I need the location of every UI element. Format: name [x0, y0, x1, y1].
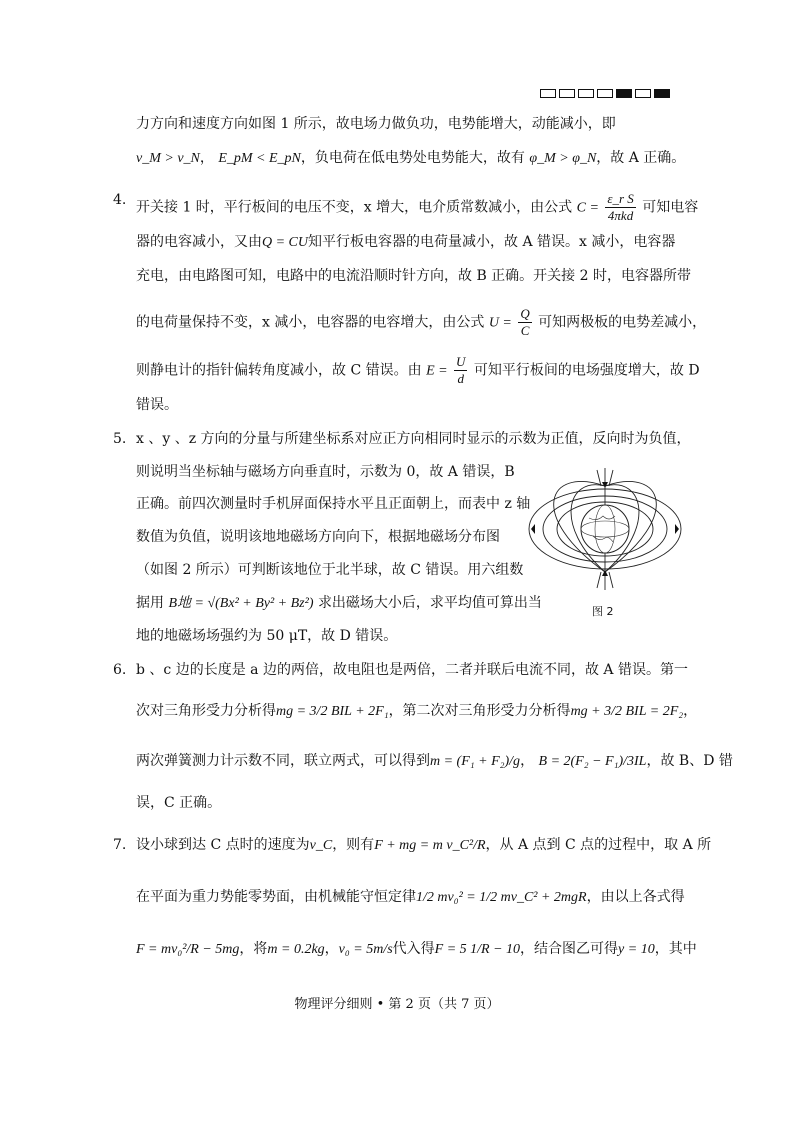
q5-line-2: 则说明当坐标轴与磁场方向垂直时，示数为 0，故 A 错误，B [136, 464, 515, 480]
formula-b-magnitude: B地 = √(Bx² + By² + Bz²) [168, 596, 314, 611]
q4-number: 4. [113, 192, 127, 208]
q5-line-3: 正确。前四次测量时手机屏面保持水平且正面朝上，而表中 z 轴 [136, 496, 531, 512]
mark-box-filled [654, 89, 670, 98]
intro-text: ，负电荷在低电势处电势能大，故有 [300, 150, 525, 166]
eq-energy: 1/2 mv₀² = 1/2 mv_C² + 2mgR [416, 890, 587, 905]
q5-line-7: 地的地磁场场强约为 50 μT，故 D 错误。 [136, 628, 398, 644]
q4-line-3: 充电，由电路图可知，电路中的电流沿顺时针方向，故 B 正确。开关接 2 时，电容器所带 [136, 268, 691, 284]
figure-caption: 图 2 [592, 605, 614, 618]
q6-number: 6. [113, 662, 127, 678]
mark-box [540, 89, 556, 98]
formula-q: Q = CU [262, 235, 309, 250]
ineq-phi: φ_M > φ_N [529, 151, 597, 166]
q4-line-1 [136, 191, 698, 224]
eq-b: B = 2(F₂ − F₁)/3IL [538, 754, 647, 769]
q6-line-1: b 、c 边的长度是 a 边的两倍，故电阻也是两倍，二者并联后电流不同，故 A 错误。第一 [136, 662, 688, 678]
fraction-ud: $\frac{U}{d}$ [456, 354, 466, 386]
q4-line-4: 的电荷量保持不变，x 减小，电容器的电容增大，由公式 U = $\frac{Q}{C}$ 可知两极板的电势差减小， [136, 306, 707, 338]
q4-line-5: 则静电计的指针偏转角度减小，故 C 错误。由 E = $\frac{U}{d}$ 可知平行板间的电场强度增大，故 D [136, 354, 700, 386]
ineq-e: E_pM < E_pN [218, 151, 301, 166]
q4-line-6: 错误。 [136, 397, 178, 413]
var-vc: v_C [309, 838, 333, 853]
q5-line-4: 数值为负值，说明该地地磁场方向向下，根据地磁场分布图 [136, 529, 500, 545]
mark-box-filled [616, 89, 632, 98]
q5-line-6: 据用 B地 = √(Bx² + By² + Bz²) 求出磁场大小后，求平均值可算出当 [136, 595, 542, 611]
mark-box [578, 89, 594, 98]
mark-box [635, 89, 651, 98]
q7-line-3: F = mv₀²/R − 5mg，将m = 0.2kg，v₀ = 5m/s代入得F = 5 1/R − 10，结合图乙可得y = 10，其中 [136, 941, 697, 957]
eq-centripetal: F + mg = m v_C²/R [374, 838, 486, 853]
mark-box [597, 89, 613, 98]
eq-force-result: F = 5 1/R − 10 [434, 942, 521, 957]
q6-line-3: 两次弹簧测力计示数不同，联立两式，可以得到m = (F₁ + F₂)/g， B = 2(F₂ − F₁)/3IL，故 B、D 错 [136, 753, 733, 769]
mark-box [559, 89, 575, 98]
earth-magnetic-field-figure [527, 466, 683, 592]
intro-end: ，故 A 正确。 [596, 150, 686, 166]
eq-second: mg + 3/2 BIL = 2F₂ [570, 704, 684, 719]
eq-mass: m = (F₁ + F₂)/g [430, 754, 521, 769]
header-marks [540, 89, 670, 98]
val-mass: m = 0.2kg [267, 942, 325, 957]
page-footer: 物理评分细则 • 第 2 页（共 7 页） [294, 997, 500, 1012]
q6-line-4: 误，C 正确。 [136, 795, 222, 811]
q6-line-2: 次对三角形受力分析得mg = 3/2 BIL + 2F₁，第二次对三角形受力分析得mg + 3/2 BIL = 2F₂， [136, 703, 698, 719]
q7-line-1: 设小球到达 C 点时的速度为v_C，则有F + mg = m v_C²/R，从 A 点到 C 点的过程中，取 A 所 [136, 837, 712, 853]
formula-c: C = [576, 200, 599, 216]
fraction-qc: $\frac{Q}{C}$ [520, 306, 530, 338]
fraction-capacitance: $\frac{\text{ε\_r S}}{\text{4πkd}}$ [607, 191, 634, 223]
q4-text: 开关接 1 时，平行板间的电压不变，x 增大，电介质常数减小，由公式 [136, 199, 573, 216]
eq-first: mg = 3/2 BIL + 2F₁ [276, 704, 389, 719]
q5-line-1: x 、y 、z 方向的分量与所建坐标系对应正方向相同时显示的示数为正值，反向时为负值， [136, 431, 691, 447]
formula-e: E = [426, 363, 448, 379]
val-y: y = 10 [618, 942, 655, 957]
q5-number: 5. [113, 431, 127, 447]
q7-number: 7. [113, 837, 127, 853]
val-v0: v₀ = 5m/s [338, 942, 393, 957]
q4-text: 可知电容 [642, 199, 699, 216]
formula-u: U = [488, 315, 512, 331]
eq-force: F = mv₀²/R − 5mg [136, 942, 240, 957]
q7-line-2: 在平面为重力势能零势面，由机械能守恒定律1/2 mv₀² = 1/2 mv_C² + 2mgR，由以上各式得 [136, 889, 685, 905]
ineq-v: v_M > v_N [136, 151, 200, 166]
intro-line-1: 力方向和速度方向如图 1 所示，故电场力做负功，电势能增大，动能减小，即 [136, 116, 616, 132]
q5-line-5: （如图 2 所示）可判断该地位于北半球，故 C 错误。用六组数 [136, 562, 524, 578]
intro-line-2: v_M > v_N， E_pM < E_pN，负电荷在低电势处电势能大，故有 φ_M > φ_N，故 A 正确。 [136, 150, 686, 166]
q4-line-2: 器的电容减小，又由Q = CU知平行板电容器的电荷量减小，故 A 错误。x 减小，电容器 [136, 234, 676, 250]
